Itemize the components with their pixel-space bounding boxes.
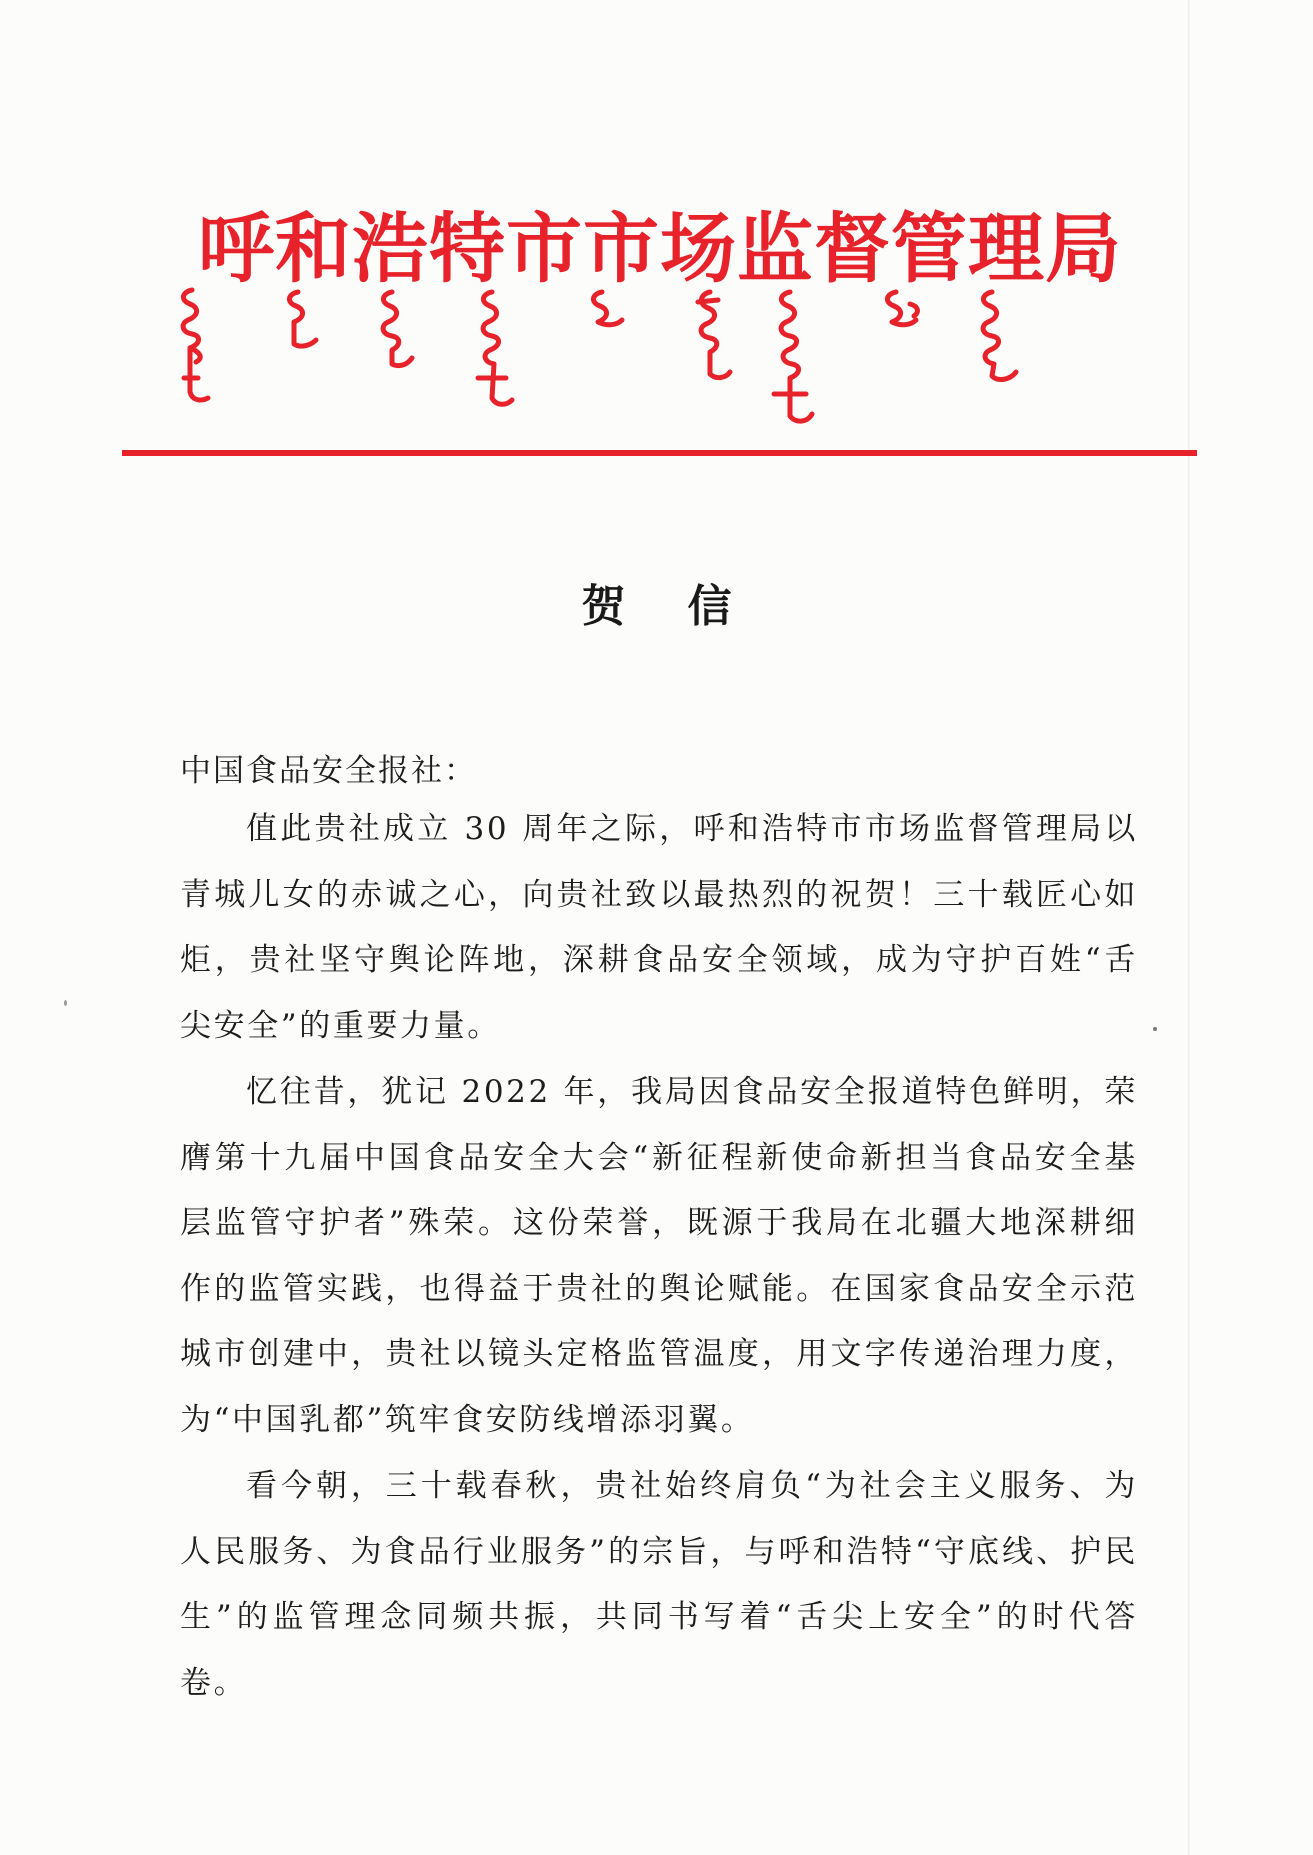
- scan-speck: [64, 1000, 67, 1006]
- mongolian-script-logo: [170, 282, 1150, 432]
- paragraph-2: 忆往昔，犹记 2022 年，我局因食品安全报道特色鲜明，荣膺第十九届中国食品安全大会“新征程新使命新担当食品安全基层监管守护者”殊荣。这份荣誉，既源于我局在北疆大地深耕细作的监管实践，也得益于贵社的舆论赋能。在国家食品安全示范城市创建中，贵社以镜头定格监管温度，用文字传递治理力度，为“中国乳都”筑牢食安防线增添羽翼。: [180, 1074, 1138, 1438]
- mongolian-word-8: [887, 292, 917, 325]
- mongolian-word-4: [478, 292, 512, 404]
- mongolian-word-5: [593, 292, 622, 325]
- mongolian-word-6: [698, 292, 730, 378]
- mongolian-word-9: [983, 292, 1016, 379]
- paragraph-1: 值此贵社成立 30 周年之际，呼和浩特市市场监督管理局以青城儿女的赤诚之心，向贵社致以最热烈的祝贺！三十载匠心如炬，贵社坚守舆论阵地，深耕食品安全领域，成为守护百姓“舌尖安全”的重要力量。: [180, 811, 1138, 1044]
- document-title: 贺信: [581, 581, 794, 632]
- scan-speck: [1153, 1027, 1157, 1031]
- mongolian-word-2: [289, 292, 316, 346]
- salutation: 中国食品安全报社：: [180, 753, 477, 789]
- mongolian-word-7: [774, 292, 812, 421]
- mongolian-word-1: [183, 290, 208, 400]
- mongolian-word-3: [383, 292, 412, 366]
- letterhead-title: 呼和浩特市市场监督管理局: [198, 204, 1122, 293]
- letterhead-red-rule: [122, 450, 1197, 456]
- paragraph-3: 看今朝，三十载春秋，贵社始终肩负“为社会主义服务、为人民服务、为食品行业服务”的宗旨，与呼和浩特“守底线、护民生”的监管理念同频共振，共同书写着“舌尖上安全”的时代答卷。: [180, 1468, 1138, 1701]
- page-fold-line: [1188, 0, 1190, 1855]
